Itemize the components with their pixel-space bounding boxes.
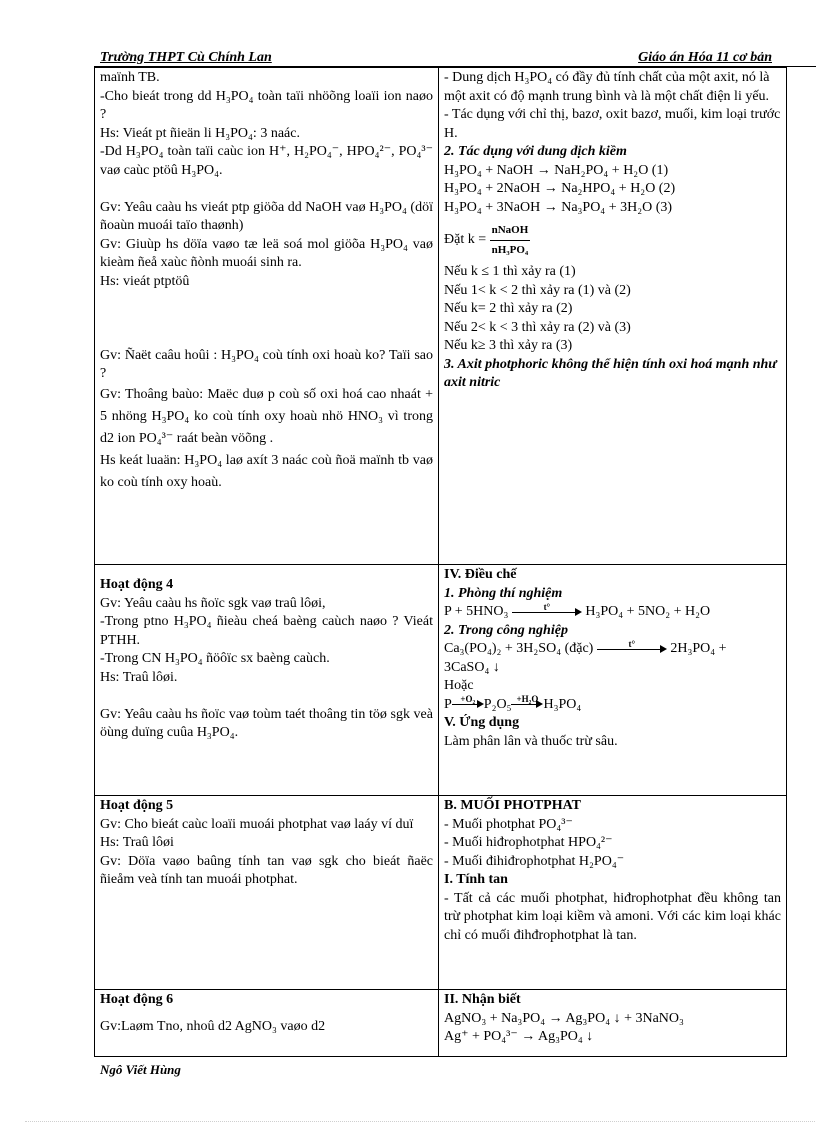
section-heading: IV. Điều chế [444, 567, 517, 582]
activity-heading: Hoạt động 6 [100, 992, 174, 1007]
fraction-denominator: nH₃PO₄ [491, 243, 529, 256]
reactants: Ca₃(PO₄)₂ + 3H₂SO₄ (đặc) [444, 641, 594, 656]
content-cell [439, 990, 787, 1057]
spacer [100, 291, 433, 310]
arrow-label: t° [628, 638, 636, 649]
text-line: Gv: Giuùp hs döïa vaøo tæ leä soá mol giöõa H₃PO₄ vaø kieàm ñeå xaùc ñònh muoái sinh ra. [100, 236, 433, 270]
section-heading: V. Ứng dụng [444, 715, 520, 730]
table-row [95, 68, 787, 565]
text-line: Hs: Traû lôøi [100, 835, 174, 850]
spacer [100, 180, 433, 199]
text-line: Hs: Vieát pt ñieän li H₃PO₄: 3 naác. [100, 125, 300, 141]
section-heading: B. MUỐI PHOTPHAT [444, 798, 582, 813]
page-edge-divider [25, 1121, 815, 1122]
text-line: 3CaSO₄ ↓ [444, 659, 500, 675]
text-line: - Dung dịch H₃PO₄ có đầy đủ tính chất của một axit, nó là một axit có độ mạnh trung bình và là một chất điện li yếu. [444, 70, 770, 104]
equation: H₃PO₄ + NaOH → NaH₂PO₄ + H₂O (1) [444, 162, 669, 178]
products: H₃PO₄ + 5NO₂ + H₂O [585, 604, 711, 619]
equation: H₃PO₄ + 3NaOH → Na₃PO₄ + 3H₂O (3) [444, 199, 673, 215]
text-line: - Tác dụng với chỉ thị, bazơ, oxit bazơ, muối, kim loại trước H. [444, 107, 781, 141]
activity-heading: Hoạt động 5 [100, 798, 174, 813]
text-line: Nếu k ≤ 1 thì xảy ra (1) [444, 264, 576, 279]
arrow-label: +O₂ [460, 694, 476, 705]
spacer [100, 1010, 433, 1018]
reaction-arrow [512, 601, 582, 619]
text-line: -Dd H₃PO₄ toàn taïi caùc ion H⁺, H₂PO₄⁻, HPO₄²⁻, PO₄³⁻ vaø caùc ptöû H₃PO₄. [100, 144, 433, 178]
teacher-activity-cell [95, 990, 439, 1057]
reaction-arrow [597, 638, 667, 656]
school-name: Trường THPT Cù Chính Lan [100, 50, 272, 65]
table-row [95, 565, 787, 796]
text-line: - Tất cả các muối photphat, hiđrophotphat đều không tan trừ photphat kim loại kiềm và amoni. Với các kim loại khác chỉ có muối đihđrophotphat là tan. [444, 890, 781, 943]
equation [444, 696, 781, 715]
text-line: Hs keát luaän: H₃PO₄ laø axít 3 naác coù ñoä maïnh tb vaø ko coù tính oxy hoaù. [100, 452, 433, 490]
text-line: Làm phân lân và thuốc trừ sâu. [444, 733, 618, 749]
ratio-definition [444, 221, 781, 259]
text-line: -Cho bieát trong dd H₃PO₄ toàn taïi nhöõng loaïi ion naøo ? [100, 88, 433, 122]
section-heading: 2. Tác dụng với dung dịch kiềm [444, 144, 627, 159]
spacer [100, 310, 433, 329]
equation: AgNO₃ + Na₃PO₄ → Ag₃PO₄ ↓ + 3NaNO₃ [444, 1010, 684, 1026]
subsection-heading: I. Tính tan [444, 872, 508, 887]
text-line: Nếu k= 2 thì xảy ra (2) [444, 301, 573, 316]
text-line: Gv: Yeâu caàu hs ñoïc vaø toùm taét thoâng tin töø sgk veà öùng duïng cuûa H₃PO₄. [100, 706, 433, 740]
text-line: - Muối đihiđrophotphat H₂PO₄⁻ [444, 853, 625, 869]
text-line: Gv:Laøm Tno, nhoû d2 AgNO₃ vaøo d2 [100, 1018, 326, 1034]
arrow-label: +H₂O [516, 694, 539, 705]
table-row [95, 990, 787, 1057]
content-cell [439, 68, 787, 565]
teacher-activity-cell [95, 68, 439, 565]
content-cell [439, 565, 787, 796]
products: 2H₃PO₄ + [670, 641, 727, 656]
reaction-arrow [452, 694, 484, 711]
content-cell [439, 796, 787, 990]
text-line: Gv: Yeâu caàu hs vieát ptp giöõa dd NaOH vaø H₃PO₄ (döï ñoaùn muoái taïo thaønh) [100, 199, 433, 233]
text-line: Gv: Cho bieát caùc loaïi muoái photphat vaø laáy ví duï [100, 816, 414, 832]
teacher-activity-cell [95, 565, 439, 796]
text-line: Hs: vieát ptptöû [100, 273, 190, 289]
reaction-arrow [511, 694, 543, 711]
section-heading: 3. Axit photphoric không thể hiện tính oxi hoá mạnh như axit nitric [444, 356, 777, 390]
author-name: Ngô Viết Hùng [100, 1062, 181, 1077]
lesson-table [94, 67, 787, 1057]
equation [444, 640, 781, 659]
text-line: Nếu 2< k < 3 thì xảy ra (2) và (3) [444, 319, 631, 335]
document-subject: Giáo án Hóa 11 cơ bản [638, 50, 772, 65]
text-line: -Trong CN H₃PO₄ ñöôïc sx baèng caùch. [100, 651, 330, 666]
spacer [100, 687, 433, 706]
product: H₃PO₄ [543, 696, 582, 712]
text-line: Gv: Yeâu caàu hs ñoïc sgk vaø traû lôøi, [100, 595, 326, 611]
ratio-fraction [490, 221, 531, 259]
table-row [95, 796, 787, 990]
subsection-heading: 1. Phòng thí nghiệm [444, 585, 563, 601]
text-line: - Muối hiđrophotphat HPO₄²⁻ [444, 835, 613, 850]
intermediate: P₂O₅ [483, 696, 512, 712]
ratio-label: Đặt k = [444, 232, 487, 248]
text-line: Gv: Ñaët caâu hoûi : H₃PO₄ coù tính oxi hoaù ko? Taïi sao ? [100, 347, 433, 381]
arrow-label: t° [543, 601, 551, 612]
text-line: Nếu 1< k < 2 thì xảy ra (1) và (2) [444, 282, 631, 298]
equation: Ag⁺ + PO₄³⁻ → Ag₃PO₄ ↓ [444, 1029, 594, 1044]
text-line: - Muối photphat PO₄³⁻ [444, 816, 573, 832]
spacer [100, 328, 433, 347]
text-line: Gv: Thoâng baùo: Maëc duø p coù số oxi hoá cao nhaát + 5 nhöng H₃PO₄ ko coù tính oxy hoaù nhö HNO₃ vì trong d2 ion PO₄³⁻ raát beàn vöõng . [100, 386, 433, 446]
teacher-activity-cell [95, 796, 439, 990]
text-line: Gv: Döïa vaøo baûng tính tan vaø sgk cho bieát ñaëc ñieåm veà tính tan muoái photphat. [100, 853, 433, 887]
reactant: P [444, 696, 452, 712]
subsection-heading: 2. Trong công nghiệp [444, 622, 568, 638]
text-line: Hs: Traû lôøi. [100, 669, 178, 685]
fraction-numerator: nNaOH [490, 221, 531, 241]
text-line: -Trong ptno H₃PO₄ ñieàu cheá baèng caùch naøo ? Vieát PTHH. [100, 614, 433, 648]
text-line: Nếu k≥ 3 thì xảy ra (3) [444, 338, 573, 353]
text-line: Hoặc [444, 678, 474, 693]
equation [444, 603, 781, 622]
equation: H₃PO₄ + 2NaOH → Na₂HPO₄ + H₂O (2) [444, 181, 676, 196]
section-heading: II. Nhận biết [444, 992, 521, 1007]
activity-heading: Hoạt động 4 [100, 577, 174, 592]
reactants: P + 5HNO₃ [444, 604, 509, 619]
text-line: maïnh TB. [100, 70, 160, 85]
spacer [100, 566, 433, 576]
